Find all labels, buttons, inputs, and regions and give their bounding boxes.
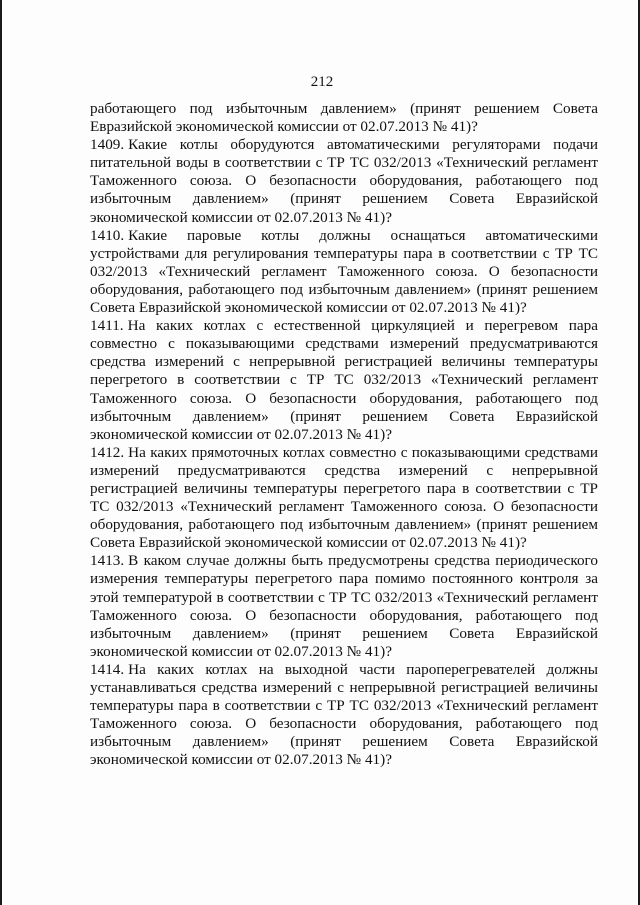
question-1410 [90,227,598,317]
paragraph-continuation [90,100,598,136]
question-number: 1412. [90,443,125,461]
question-text: Какие котлы оборудуются автоматическими регуляторами подачи питательной воды в соответствии с ТР ТС 032/2013 «Технический регламент Таможенного союза. О безопасности оборудования, работающего под избыточным давлением» (принят решением Совета Евразийской экономической комиссии от 02.07.2013 № 41)? [90,136,598,226]
question-text: На каких котлах на выходной части пароперегревателей должны устанавливаться средства измерений с непрерывной регистрацией величины температуры пара в соответствии с ТР ТС 032/2013 «Технический регламент Таможенного союза. О безопасности оборудования, работающего под избыточным давлением» (принят решением Совета Евразийской экономической комиссии от 02.07.2013 № 41)? [90,660,598,769]
question-1409 [90,136,598,226]
question-number: 1413. [90,552,125,570]
page-number: 212 [310,74,334,90]
question-number: 1414. [90,660,125,678]
question-number: 1411. [90,317,124,335]
question-1414 [90,661,598,770]
question-1413 [90,552,598,661]
paragraph-text: работающего под избыточным давлением» (принят решением Совета Евразийской экономической комиссии от 02.07.2013 № 41)? [90,100,598,136]
question-1412 [90,444,598,553]
question-text: На каких котлах с естественной циркуляцией и перегревом пара совместно с показывающими средствами измерений предусматриваются средства измерений с непрерывной регистрацией величины температуры перегретого в соответствии с ТР ТС 032/2013 «Технический регламент Таможенного союза. О безопасности оборудования, работающего под избыточным давлением» (принят решением Совета Евразийской экономической комиссии от 02.07.2013 № 41)? [90,317,598,443]
question-text: На каких прямоточных котлах совместно с показывающими средствами измерений предусматриваются средства измерений с непрерывной регистрацией величины температуры перегретого пара в соответствии с ТР ТС 032/2013 «Технический регламент Таможенного союза. О безопасности оборудования, работающего под избыточным давлением» (принят решением Совета Евразийской экономической комиссии от 02.07.2013 № 41)? [90,443,598,552]
question-text: В каком случае должны быть предусмотрены средства периодического измерения температуры перегретого пара помимо постоянного контроля за этой температурой в соответствии с ТР ТС 032/2013 «Технический регламент Таможенного союза. О безопасности оборудования, работающего под избыточным давлением» (принят решением Совета Евразийской экономической комиссии от 02.07.2013 № 41)? [90,552,598,660]
document-body [90,100,598,769]
question-number: 1409. [90,136,125,154]
question-text: Какие паровые котлы должны оснащаться автоматическими устройствами для регулирования температуры пара в соответствии с ТР ТС 032/2013 «Технический регламент Таможенного союза. О безопасности оборудования, работающего под избыточным давлением» (принят решением Совета Евразийской экономической комиссии от 02.07.2013 № 41)? [90,226,598,317]
question-1411 [90,317,598,444]
question-number: 1410. [90,226,125,244]
